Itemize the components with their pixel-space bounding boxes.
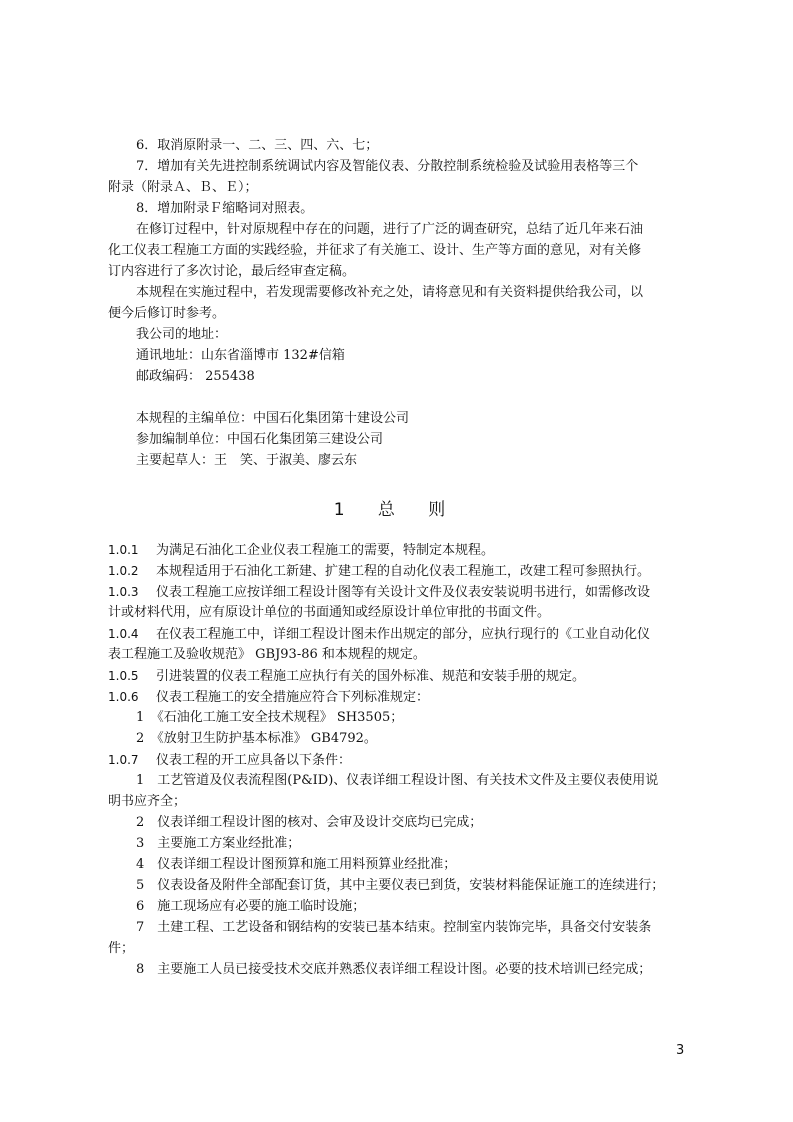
preface-paragraph-revision: 在修订过程中，针对原规程中存在的问题，进行了广泛的调查研究，总结了近几年来石油 xyxy=(136,222,644,237)
clause-number: 1.0.5 xyxy=(108,669,139,683)
clause-text: 为满足石油化工企业仪表工程施工的需要，特制定本规程。 xyxy=(156,543,495,558)
preface-item-7-cont: 附录（附录Ａ、Ｂ、Ｅ）； xyxy=(108,180,258,195)
clause-1-0-6-item-1: 1 《石油化工施工安全技术规程》 SH3505； xyxy=(136,710,404,725)
clause-1-0-6-item-2: 2 《放射卫生防护基本标准》 GB4792。 xyxy=(136,731,377,746)
page-number: 3 xyxy=(676,1043,685,1058)
clause-1-0-5 xyxy=(108,666,688,686)
clause-text: 在仪表工程施工中，详细工程设计图未作出规定的部分，应执行现行的《工业自动化仪 xyxy=(156,627,651,642)
clause-text: 仪表工程施工应按详细工程设计图等有关设计文件及仪表安装说明书进行，如需修改设 xyxy=(156,585,651,600)
clause-1-0-2 xyxy=(108,561,688,581)
clause-number: 1.0.7 xyxy=(108,753,139,767)
clause-1-0-1 xyxy=(108,540,688,560)
clause-1-0-4-cont: 表工程施工及验收规范》 GBJ93-86 和本规程的规定。 xyxy=(108,647,426,662)
clause-number: 1.0.4 xyxy=(108,627,139,641)
clause-number: 1.0.3 xyxy=(108,585,139,599)
clause-1-0-7-item-2: 2 仪表详细工程设计图的核对、会审及设计交底均已完成； xyxy=(136,815,483,830)
preface-paragraph-revision-2: 化工仪表工程施工方面的实践经验，并征求了有关施工、设计、生产等方面的意见，对有关修 xyxy=(108,243,642,258)
preface-paragraph-feedback: 本规程在实施过程中，若发现需要修改补充之处，请将意见和有关资料提供给我公司，以 xyxy=(136,285,644,300)
chapter-title: 1 总 则 xyxy=(333,500,460,520)
clause-text: 引进装置的仪表工程施工应执行有关的国外标准、规范和安装手册的规定。 xyxy=(156,669,586,684)
clause-number: 1.0.2 xyxy=(108,564,139,578)
clause-number: 1.0.1 xyxy=(108,543,139,557)
clause-1-0-7-item-5: 5 仪表设备及附件全部配套订货，其中主要仪表已到货，安装材料能保证施工的连续进行； xyxy=(136,878,665,893)
address-intro: 我公司的地址： xyxy=(136,327,228,342)
clause-1-0-7 xyxy=(108,750,688,770)
clause-1-0-7-item-1: 1 工艺管道及仪表流程图(P&ID)、仪表详细工程设计图、有关技术文件及主要仪表使用说 xyxy=(136,773,659,788)
clause-1-0-7-item-8: 8 主要施工人员已接受技术交底并熟悉仪表详细工程设计图。必要的技术培训已经完成； xyxy=(136,962,652,977)
clause-1-0-3 xyxy=(108,582,688,602)
main-drafters: 主要起草人：王 笑、于淑美、廖云东 xyxy=(136,453,358,468)
preface-item-7: 7．增加有关先进控制系统调试内容及智能仪表、分散控制系统检验及试验用表格等三个 xyxy=(136,159,639,174)
clause-1-0-7-item-6: 6 施工现场应有必要的施工临时设施； xyxy=(136,899,366,914)
postal-code: 邮政编码： 255438 xyxy=(136,369,255,384)
clause-1-0-7-item-4: 4 仪表详细工程设计图预算和施工用料预算业经批准； xyxy=(136,857,457,872)
clause-text: 仪表工程的开工应具备以下条件： xyxy=(156,753,352,768)
preface-paragraph-feedback-2: 便今后修订时参考。 xyxy=(108,306,226,321)
clause-1-0-3-cont: 计或材料代用，应有原设计单位的书面通知或经原设计单位审批的书面文件。 xyxy=(108,605,551,620)
clause-1-0-7-item-7-cont: 件； xyxy=(108,941,135,956)
clause-1-0-7-item-1-cont: 明书应齐全； xyxy=(108,794,187,809)
preface-item-6: 6．取消原附录一、二、三、四、六、七； xyxy=(136,138,379,153)
preface-item-8: 8．增加附录Ｆ缩略词对照表。 xyxy=(136,201,314,216)
mailing-address: 通讯地址：山东省淄博市 132#信箱 xyxy=(136,348,345,363)
clause-1-0-6 xyxy=(108,687,688,707)
clause-1-0-7-item-7: 7 土建工程、工艺设备和钢结构的安装已基本结束。控制室内装饰完毕，具备交付安装条 xyxy=(136,920,652,935)
chief-editing-unit: 本规程的主编单位：中国石化集团第十建设公司 xyxy=(136,411,410,426)
preface-paragraph-revision-3: 订内容进行了多次讨论，最后经审查定稿。 xyxy=(108,264,356,279)
clause-1-0-7-item-3: 3 主要施工方案业经批准； xyxy=(136,836,301,851)
participating-unit: 参加编制单位：中国石化集团第三建设公司 xyxy=(136,432,384,447)
clause-text: 仪表工程施工的安全措施应符合下列标准规定： xyxy=(156,690,430,705)
clause-number: 1.0.6 xyxy=(108,690,139,704)
clause-text: 本规程适用于石油化工新建、扩建工程的自动化仪表工程施工，改建工程可参照执行。 xyxy=(156,564,651,579)
clause-1-0-4 xyxy=(108,624,688,644)
